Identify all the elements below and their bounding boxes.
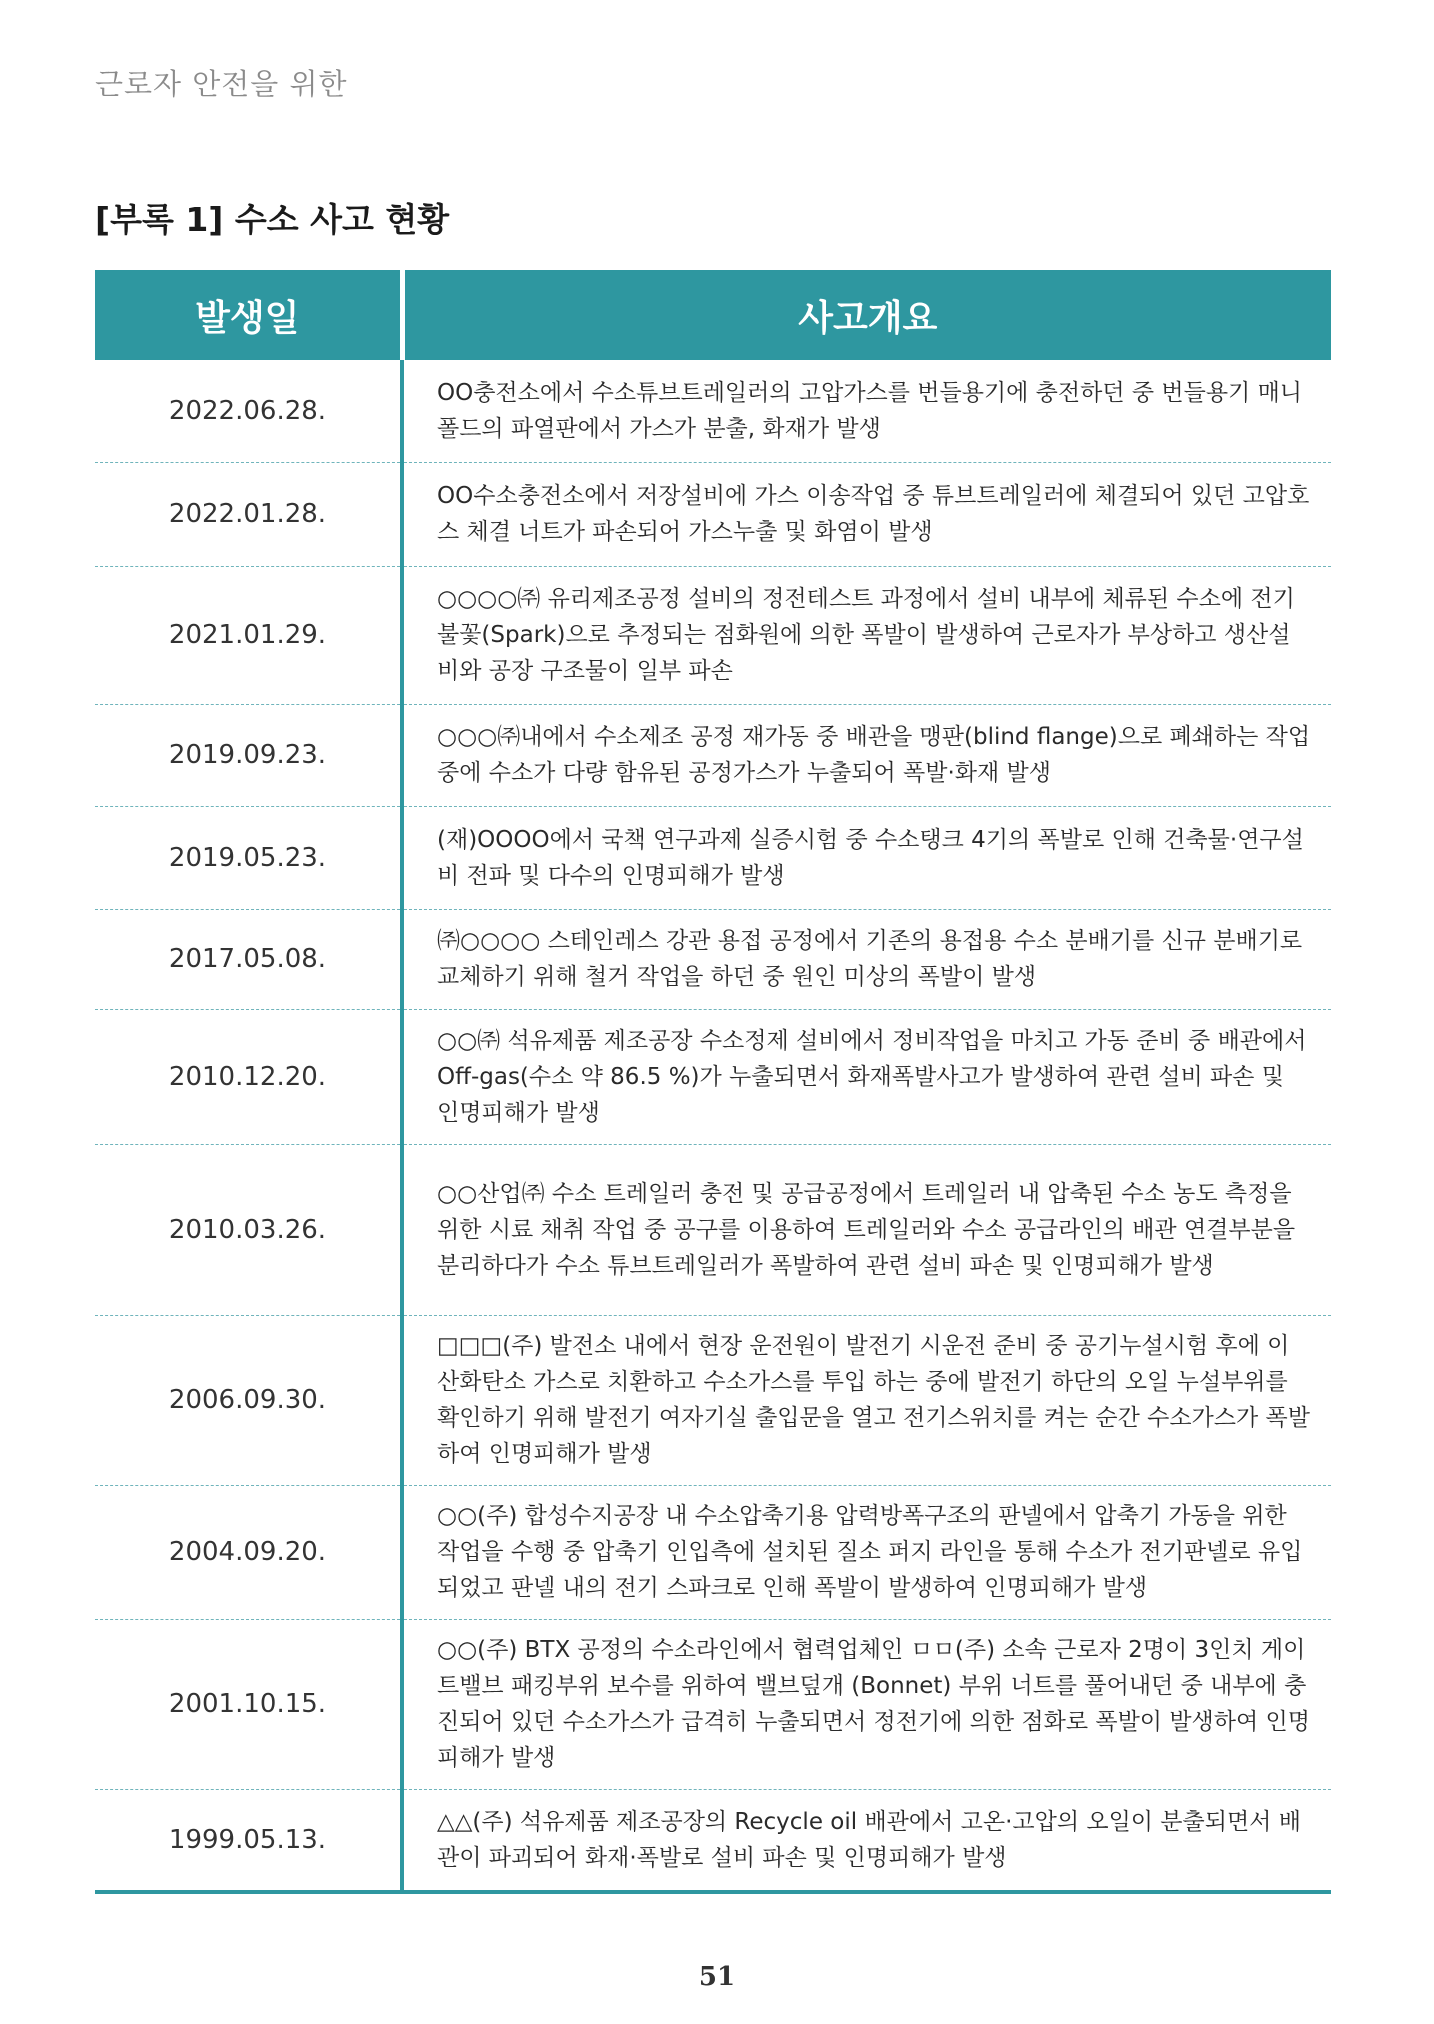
incident-date: 2019.05.23.: [95, 806, 402, 909]
incident-summary: ㈜○○○○ 스테인레스 강관 용접 공정에서 기존의 용접용 수소 분배기를 신규 분배기로 교체하기 위해 철거 작업을 하던 중 원인 미상의 폭발이 발생: [402, 909, 1331, 1009]
table-row: [95, 704, 1331, 806]
table-row: [95, 566, 1331, 704]
table-row: [95, 1009, 1331, 1144]
incident-summary: △△(주) 석유제품 제조공장의 Recycle oil 배관에서 고온·고압의 오일이 분출되면서 배관이 파괴되어 화재·폭발로 설비 파손 및 인명피해가 발생: [402, 1789, 1331, 1892]
incident-date: 2004.09.20.: [95, 1485, 402, 1619]
table-body: [95, 360, 1331, 1892]
column-header-date: 발생일: [95, 270, 402, 360]
incident-summary: ○○㈜ 석유제품 제조공장 수소정제 설비에서 정비작업을 마치고 가동 준비 중 배관에서 Off-gas(수소 약 86.5 %)가 누출되면서 화재폭발사고가 발생하여 관련 설비 파손 및 인명피해가 발생: [402, 1009, 1331, 1144]
table-row: [95, 1315, 1331, 1485]
incident-date: 2022.06.28.: [95, 360, 402, 462]
section-title: [부록 1] 수소 사고 현황: [95, 200, 450, 239]
table-row: [95, 1619, 1331, 1789]
incident-table: [95, 270, 1331, 1894]
incident-summary: □□□(주) 발전소 내에서 현장 운전원이 발전기 시운전 준비 중 공기누설시험 후에 이산화탄소 가스로 치환하고 수소가스를 투입 하는 중에 발전기 하단의 오일 누설부위를 확인하기 위해 발전기 여자기실 출입문을 열고 전기스위치를 켜는 순간 수소가스가 폭발하여 인명피해가 발생: [402, 1315, 1331, 1485]
incident-summary: ○○(주) BTX 공정의 수소라인에서 협력업체인 ㅁㅁ(주) 소속 근로자 2명이 3인치 게이트밸브 패킹부위 보수를 위하여 밸브덮개 (Bonnet) 부위 너트를 풀어내던 중 내부에 충진되어 있던 수소가스가 급격히 누출되면서 정전기에 의한 점화로 폭발이 발생하여 인명피해가 발생: [402, 1619, 1331, 1789]
table-row: [95, 360, 1331, 462]
table-row: [95, 909, 1331, 1009]
incident-summary: (재)OOOO에서 국책 연구과제 실증시험 중 수소탱크 4기의 폭발로 인해 건축물·연구설비 전파 및 다수의 인명피해가 발생: [402, 806, 1331, 909]
table-row: [95, 462, 1331, 566]
page-number: 51: [698, 1962, 736, 1992]
incident-date: 2022.01.28.: [95, 462, 402, 566]
incident-date: 2019.09.23.: [95, 704, 402, 806]
incident-date: 2021.01.29.: [95, 566, 402, 704]
incident-summary: OO수소충전소에서 저장설비에 가스 이송작업 중 튜브트레일러에 체결되어 있던 고압호스 체결 너트가 파손되어 가스누출 및 화염이 발생: [402, 462, 1331, 566]
table-row: [95, 1789, 1331, 1892]
incident-date: 2006.09.30.: [95, 1315, 402, 1485]
column-header-summary: 사고개요: [402, 270, 1331, 360]
table-row: [95, 1144, 1331, 1315]
table-header-row: [95, 270, 1331, 360]
incident-date: 2010.12.20.: [95, 1009, 402, 1144]
incident-date: 2010.03.26.: [95, 1144, 402, 1315]
incident-summary: ○○(주) 합성수지공장 내 수소압축기용 압력방폭구조의 판넬에서 압축기 가동을 위한 작업을 수행 중 압축기 인입측에 설치된 질소 퍼지 라인을 통해 수소가 전기판넬로 유입되었고 판넬 내의 전기 스파크로 인해 폭발이 발생하여 인명피해가 발생: [402, 1485, 1331, 1619]
incident-date: 2017.05.08.: [95, 909, 402, 1009]
incident-summary: ○○산업㈜ 수소 트레일러 충전 및 공급공정에서 트레일러 내 압축된 수소 농도 측정을 위한 시료 채취 작업 중 공구를 이용하여 트레일러와 수소 공급라인의 배관 연결부분을 분리하다가 수소 튜브트레일러가 폭발하여 관련 설비 파손 및 인명피해가 발생: [402, 1144, 1331, 1315]
incident-summary: ○○○○㈜ 유리제조공정 설비의 정전테스트 과정에서 설비 내부에 체류된 수소에 전기 불꽃(Spark)으로 추정되는 점화원에 의한 폭발이 발생하여 근로자가 부상하고 생산설비와 공장 구조물이 일부 파손: [402, 566, 1331, 704]
incident-summary: ○○○㈜내에서 수소제조 공정 재가동 중 배관을 맹판(blind flange)으로 폐쇄하는 작업 중에 수소가 다량 함유된 공정가스가 누출되어 폭발·화재 발생: [402, 704, 1331, 806]
incident-date: 1999.05.13.: [95, 1789, 402, 1892]
incident-date: 2001.10.15.: [95, 1619, 402, 1789]
incident-summary: OO충전소에서 수소튜브트레일러의 고압가스를 번들용기에 충전하던 중 번들용기 매니폴드의 파열판에서 가스가 분출, 화재가 발생: [402, 360, 1331, 462]
table-row: [95, 806, 1331, 909]
incident-table-container: [95, 270, 1331, 1894]
running-header: 근로자 안전을 위한: [95, 67, 348, 101]
table-row: [95, 1485, 1331, 1619]
